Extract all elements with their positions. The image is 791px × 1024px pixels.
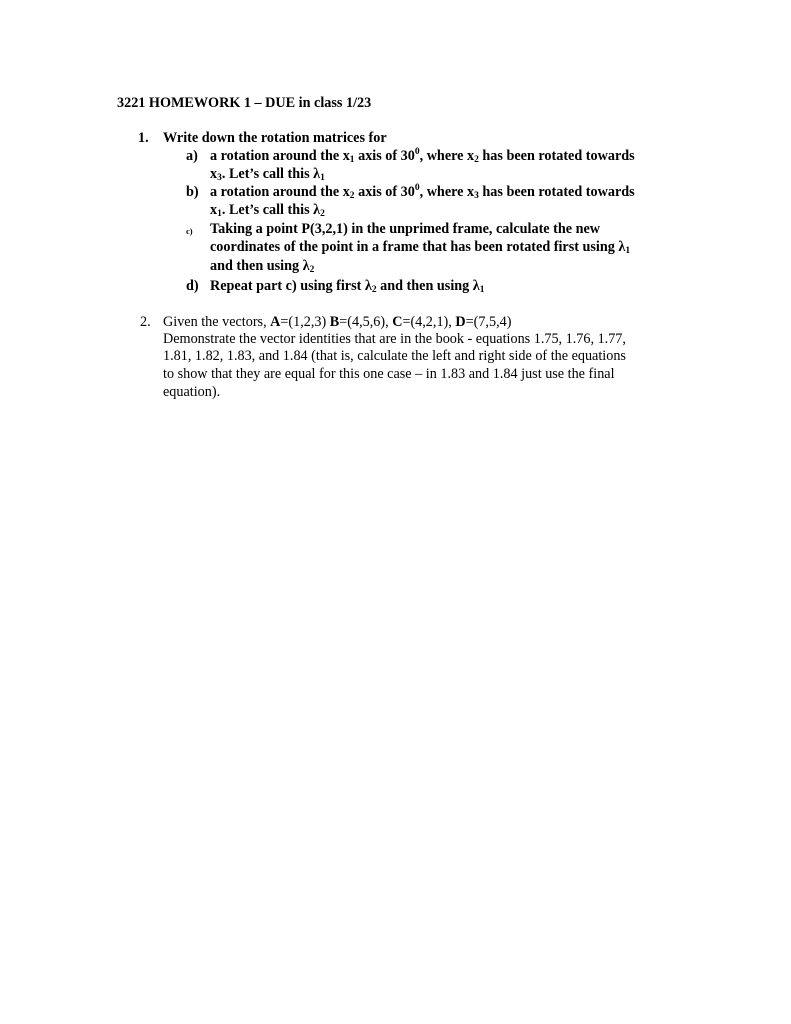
vector-b: B [329, 314, 340, 330]
problem-1-intro: Write down the rotation matrices for [163, 130, 387, 146]
part-c-label: c) [186, 226, 193, 236]
lambda-symbol: λ [618, 239, 626, 255]
part-c-line-2: coordinates of the point in a frame that has been rotated first using $\lambda_1$ [210, 239, 631, 256]
part-a-label: a) [186, 148, 198, 164]
lambda-symbol: λ [313, 166, 321, 182]
part-c-line-3: and then using $\lambda_2$ [210, 258, 315, 275]
lambda-symbol: λ [302, 258, 310, 274]
part-b-line-2: $x_1$. Let’s call this $\lambda_2$ [210, 202, 325, 219]
part-a-line-2: $x_3$. Let’s call this $\lambda_1$ [210, 166, 325, 183]
problem-2-line-2: Demonstrate the vector identities that are in the book - equations 1.75, 1.76, 1.77, [163, 331, 626, 347]
problem-2-line-5: equation). [163, 384, 221, 400]
problem-2-number: 2. [140, 314, 151, 330]
part-a-line-1: a rotation around the $x_1$ axis of $30^0$, where $x_2$ has been rotated towards [210, 147, 635, 165]
problem-2-line-4: to show that they are equal for this one case – in 1.83 and 1.84 just use the final [163, 366, 615, 382]
problem-1-number: 1. [138, 130, 149, 146]
vector-a: A [270, 314, 281, 330]
problem-2-line-1: Given the vectors, A=(1,2,3) B=(4,5,6), C=(4,2,1), D=(7,5,4) [163, 314, 512, 330]
lambda-symbol: λ [313, 202, 321, 218]
problem-2-line-3: 1.81, 1.82, 1.83, and 1.84 (that is, calculate the left and right side of the equations [163, 348, 626, 364]
part-d-line: Repeat part c) using first $\lambda_2$ and then using $\lambda_1$ [210, 278, 485, 295]
vector-c: C [392, 314, 403, 330]
part-c-line-1: Taking a point P(3,2,1) in the unprimed frame, calculate the new [210, 221, 601, 237]
page-title: 3221 HOMEWORK 1 – DUE in class 1/23 [117, 95, 372, 111]
part-b-label: b) [186, 184, 199, 200]
vector-d: D [455, 314, 466, 330]
part-b-line-1: a rotation around the $x_2$ axis of $30^0$, where $x_3$ has been rotated towards [210, 183, 635, 201]
lambda-symbol: λ [364, 278, 372, 294]
part-d-label: d) [186, 278, 199, 294]
lambda-symbol: λ [472, 278, 480, 294]
